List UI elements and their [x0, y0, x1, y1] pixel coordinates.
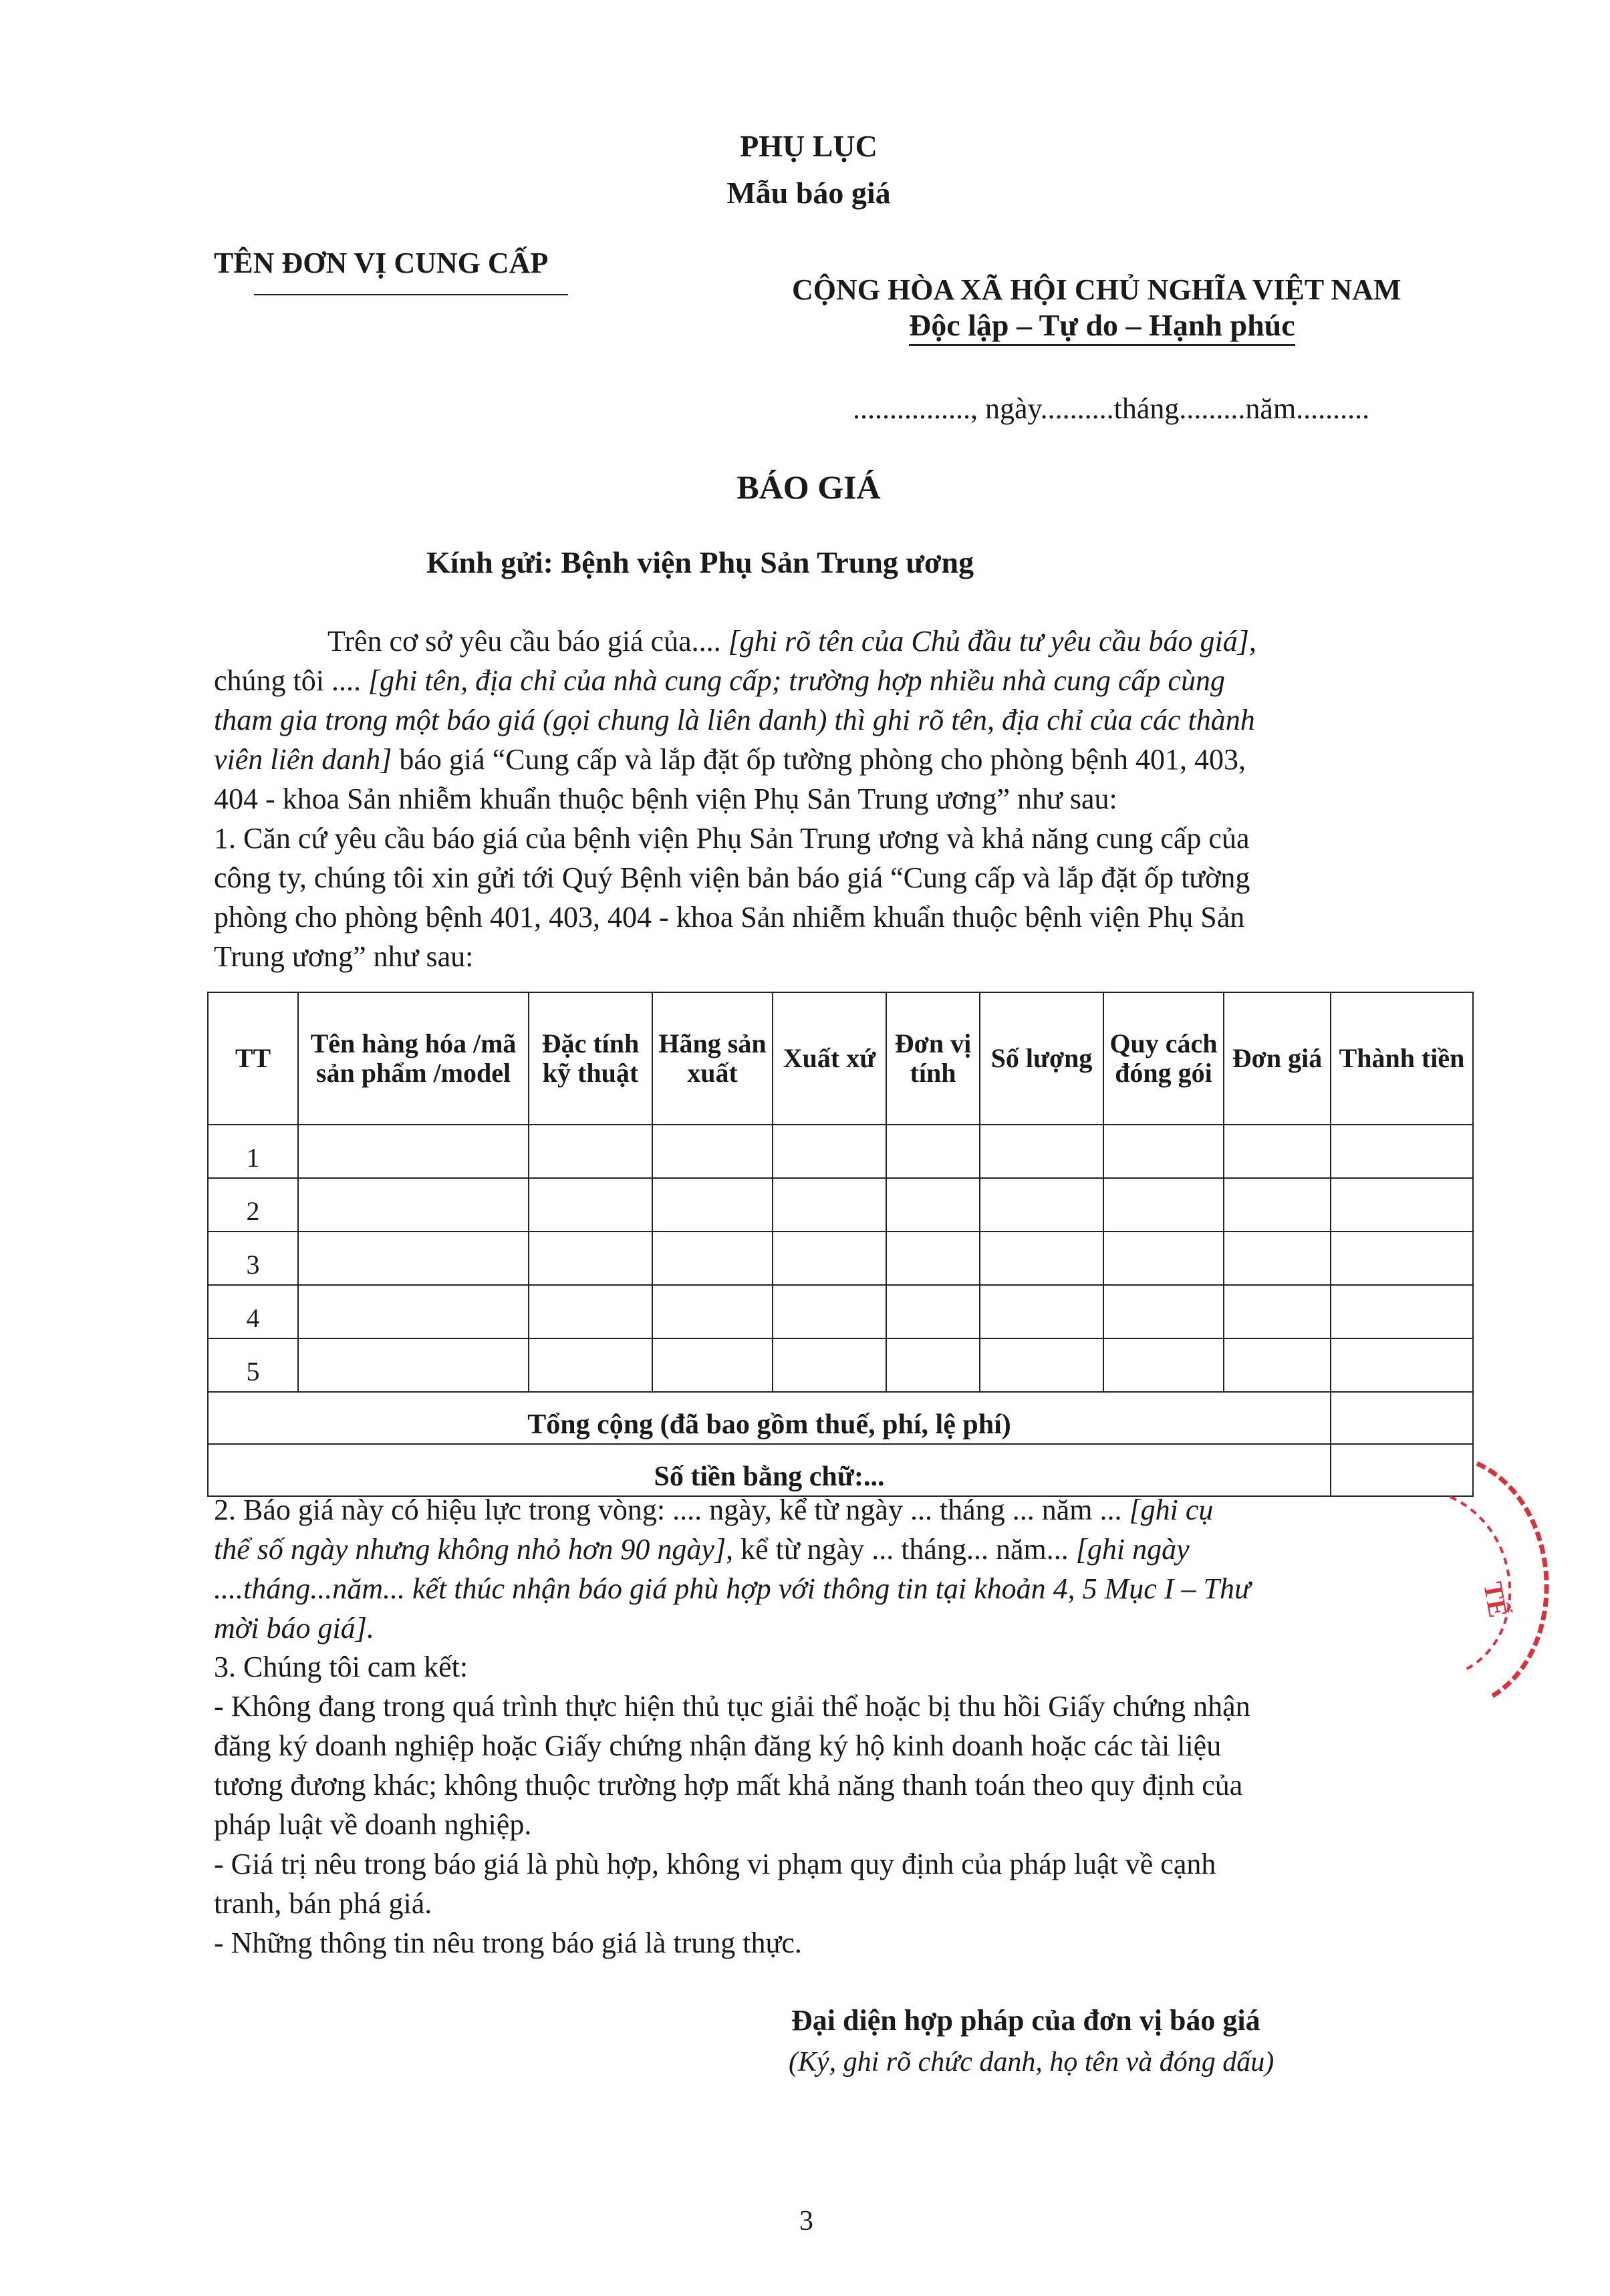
header-unit: Đơn vị tính — [886, 992, 980, 1125]
header-tt: TT — [208, 992, 298, 1125]
header-product: Tên hàng hóa /mã sản phẩm /model — [298, 992, 529, 1125]
recipient-line: Kính gửi: Bệnh viện Phụ Sản Trung ương — [426, 545, 974, 579]
section-1-line: phòng cho phòng bệnh 401, 403, 404 - khoa Sản nhiễm khuẩn thuộc bệnh viện Phụ Sản — [214, 901, 1245, 934]
page-number: 3 — [799, 2206, 813, 2237]
supplier-name: TÊN ĐƠN VỊ CUNG CẤP — [214, 247, 549, 279]
section-3-line: tranh, bán phá giá. — [214, 1887, 432, 1920]
cell[interactable] — [773, 1125, 886, 1178]
header-specs: Đặc tính kỹ thuật — [529, 992, 652, 1125]
date-line: ................, ngày..........tháng.........năm.......... — [853, 392, 1370, 425]
section-2-text: 2. Báo giá này có hiệu lực trong vòng: .... ngày, kể từ ngày ... tháng ... năm ... — [214, 1493, 1129, 1526]
cell[interactable] — [773, 1178, 886, 1232]
section-2-italic: [ghi cụ — [1129, 1493, 1214, 1526]
section-3-line: 3. Chúng tôi cam kết: — [214, 1651, 468, 1683]
country-name: CỘNG HÒA XÃ HỘI CHỦ NGHĨA VIỆT NAM — [792, 273, 1401, 306]
section-2-line — [214, 1490, 1484, 1530]
appendix-title: PHỤ LỤC — [740, 129, 878, 163]
cell[interactable] — [1224, 1338, 1331, 1392]
section-3-line: - Không đang trong quá trình thực hiện thủ tục giải thể hoặc bị thu hồi Giấy chứng nhận — [214, 1690, 1250, 1723]
cell[interactable] — [980, 1232, 1103, 1285]
row-number: 4 — [208, 1285, 298, 1338]
cell[interactable] — [652, 1285, 773, 1338]
cell[interactable] — [773, 1232, 886, 1285]
cell[interactable] — [980, 1338, 1103, 1392]
cell[interactable] — [529, 1178, 652, 1232]
table-row — [208, 1285, 1473, 1338]
intro-italic: [ghi rõ tên của Chủ đầu tư yêu cầu báo giá], — [728, 625, 1256, 658]
row-number: 1 — [208, 1125, 298, 1178]
section-2 — [214, 1490, 1484, 1648]
total-amount-cell[interactable] — [1331, 1392, 1473, 1444]
document-title: BÁO GIÁ — [736, 468, 881, 506]
total-row — [208, 1392, 1473, 1444]
cell[interactable] — [773, 1285, 886, 1338]
section-1-line: công ty, chúng tôi xin gửi tới Quý Bệnh viện bản báo giá “Cung cấp và lắp đặt ốp tường — [214, 861, 1250, 894]
section-3-line: đăng ký doanh nghiệp hoặc Giấy chứng nhận đăng ký hộ kinh doanh hoặc các tài liệu — [214, 1729, 1222, 1762]
intro-paragraph — [214, 621, 1484, 819]
cell[interactable] — [773, 1338, 886, 1392]
cell[interactable] — [980, 1285, 1103, 1338]
cell[interactable] — [886, 1285, 980, 1338]
cell[interactable] — [652, 1125, 773, 1178]
section-2-line: ....tháng...năm... kết thúc nhận báo giá phù hợp với thông tin tại khoản 4, 5 Mục I – Thư — [214, 1572, 1250, 1605]
cell[interactable] — [1224, 1125, 1331, 1178]
cell[interactable] — [1103, 1285, 1224, 1338]
cell[interactable] — [529, 1285, 652, 1338]
cell[interactable] — [298, 1338, 529, 1392]
section-2-italic: [ghi ngày — [1075, 1533, 1190, 1566]
intro-text: báo giá “Cung cấp và lắp đặt ốp tường phòng cho phòng bệnh 401, 403, — [392, 743, 1246, 776]
total-label: Tổng cộng (đã bao gồm thuế, phí, lệ phí) — [208, 1392, 1331, 1444]
header-manufacturer: Hãng sản xuất — [652, 992, 773, 1125]
cell[interactable] — [1103, 1178, 1224, 1232]
row-number: 5 — [208, 1338, 298, 1392]
intro-line-2 — [214, 661, 1484, 700]
cell[interactable] — [886, 1125, 980, 1178]
national-motto: Độc lập – Tự do – Hạnh phúc — [909, 307, 1295, 346]
cell[interactable] — [886, 1338, 980, 1392]
section-1-line: 1. Căn cứ yêu cầu báo giá của bệnh viện Phụ Sản Trung ương và khả năng cung cấp của — [214, 822, 1250, 855]
section-2-italic: thể số ngày nhưng không nhỏ hơn 90 ngày] — [214, 1533, 726, 1566]
section-3-line: - Giá trị nêu trong báo giá là phù hợp, không vi phạm quy định của pháp luật về cạnh — [214, 1848, 1216, 1880]
cell[interactable] — [298, 1232, 529, 1285]
cell[interactable] — [1103, 1338, 1224, 1392]
section-3-line: pháp luật về doanh nghiệp. — [214, 1808, 532, 1841]
intro-line-5: 404 - khoa Sản nhiễm khuẩn thuộc bệnh viện Phụ Sản Trung ương” như sau: — [214, 782, 1117, 815]
row-number: 2 — [208, 1178, 298, 1232]
amount-in-words-label: Số tiền bằng chữ:... — [208, 1444, 1331, 1496]
section-3 — [214, 1647, 1484, 1963]
stamp-outer-ring — [1477, 1463, 1547, 1697]
stamp-text: TẾ — [1478, 1579, 1514, 1620]
cell[interactable] — [1331, 1232, 1473, 1285]
intro-line-3: tham gia trong một báo giá (gọi chung là liên danh) thì ghi rõ tên, địa chỉ của các thành — [214, 704, 1255, 736]
table-header-row — [208, 992, 1473, 1125]
section-2-line — [214, 1530, 1484, 1569]
cell[interactable] — [980, 1178, 1103, 1232]
section-3-line: tương đương khác; không thuộc trường hợp mất khả năng thanh toán theo quy định của — [214, 1769, 1243, 1802]
words-row — [208, 1444, 1473, 1496]
cell[interactable] — [1224, 1178, 1331, 1232]
intro-italic: viên liên danh] — [214, 743, 392, 776]
header-origin: Xuất xứ — [773, 992, 886, 1125]
cell[interactable] — [529, 1338, 652, 1392]
cell[interactable] — [298, 1178, 529, 1232]
cell[interactable] — [1331, 1178, 1473, 1232]
signature-title: Đại diện hợp pháp của đơn vị báo giá — [791, 2004, 1260, 2037]
section-2-line: mời báo giá]. — [214, 1612, 374, 1644]
header-amount: Thành tiền — [1331, 992, 1473, 1125]
cell[interactable] — [652, 1338, 773, 1392]
cell[interactable] — [529, 1125, 652, 1178]
header-packaging: Quy cách đóng gói — [1103, 992, 1224, 1125]
row-number: 3 — [208, 1232, 298, 1285]
header-quantity: Số lượng — [980, 992, 1103, 1125]
signature-note: (Ký, ghi rõ chức danh, họ tên và đóng dấu) — [789, 2047, 1274, 2077]
cell[interactable] — [1331, 1338, 1473, 1392]
section-1 — [214, 819, 1484, 976]
cell[interactable] — [1224, 1232, 1331, 1285]
cell[interactable] — [652, 1178, 773, 1232]
intro-text: chúng tôi .... — [214, 664, 368, 697]
section-2-text: , kể từ ngày ... tháng... năm... — [726, 1533, 1076, 1566]
cell[interactable] — [1224, 1285, 1331, 1338]
header-unit-price: Đơn giá — [1224, 992, 1331, 1125]
cell[interactable] — [298, 1285, 529, 1338]
cell[interactable] — [1331, 1125, 1473, 1178]
appendix-subtitle: Mẫu báo giá — [726, 176, 891, 210]
intro-line-4 — [214, 740, 1484, 779]
supplier-underline — [254, 294, 568, 295]
stamp-seal — [1437, 1450, 1597, 1704]
table-row — [208, 1178, 1473, 1232]
section-1-line: Trung ương” như sau: — [214, 940, 474, 973]
cell[interactable] — [886, 1178, 980, 1232]
cell[interactable] — [1103, 1125, 1224, 1178]
section-3-line: - Những thông tin nêu trong báo giá là trung thực. — [214, 1926, 802, 1959]
cell[interactable] — [886, 1232, 980, 1285]
cell[interactable] — [298, 1125, 529, 1178]
table-row — [208, 1125, 1473, 1178]
intro-text: Trên cơ sở yêu cầu báo giá của.... — [327, 625, 728, 658]
cell[interactable] — [980, 1125, 1103, 1178]
intro-italic: [ghi tên, địa chỉ của nhà cung cấp; trường hợp nhiều nhà cung cấp cùng — [368, 664, 1225, 697]
cell[interactable] — [1103, 1232, 1224, 1285]
table-row — [208, 1338, 1473, 1392]
cell[interactable] — [652, 1232, 773, 1285]
intro-line-1 — [214, 621, 1484, 661]
cell[interactable] — [529, 1232, 652, 1285]
cell[interactable] — [1331, 1285, 1473, 1338]
quote-table — [207, 992, 1474, 1497]
table-row — [208, 1232, 1473, 1285]
